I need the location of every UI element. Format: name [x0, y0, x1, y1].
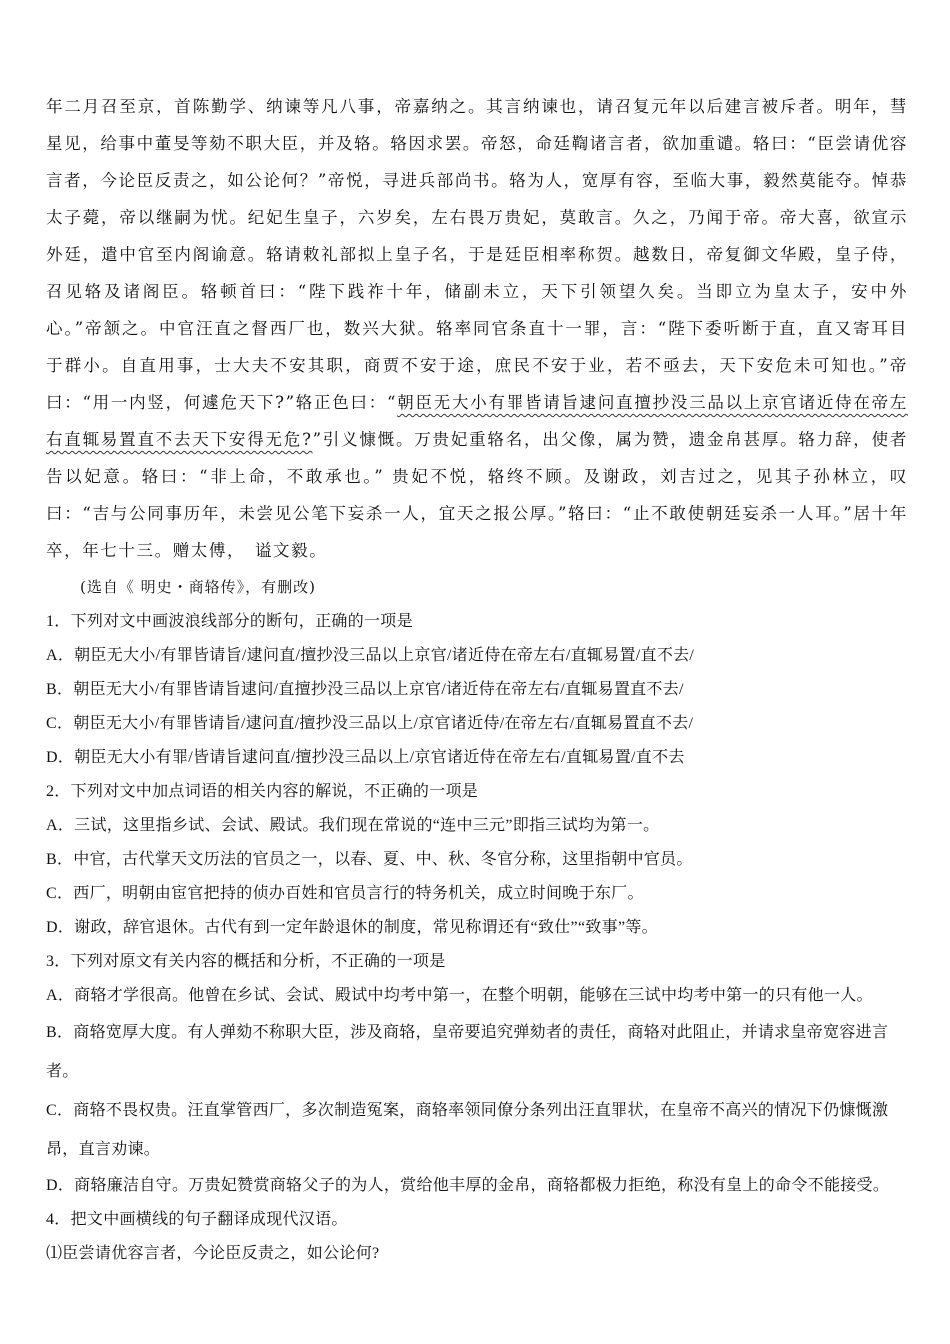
question-2-option-a: A．三试，这里指乡试、会试、殿试。我们现在常说的“连中三元”即指三试均为第一。 [46, 817, 660, 834]
question-2-option-c: C．西厂，明朝由宦官把持的侦办百姓和官员言行的特务机关，成立时间晚于东厂。 [46, 885, 644, 902]
wavy-underlined-sentence: 朝臣无大小有罪皆请旨逮问直擅抄没三品以上京官诸近侍在帝左右直辄易置直不去天下安得无危? [46, 393, 908, 449]
question-2-option-d: D．谢政，辞官退休。古代有到一定年龄退休的制度，常见称谓还有“致仕”“致事”等。 [46, 919, 658, 936]
passage-source: (选自《 明史・商辂传》，有删改) [80, 578, 316, 596]
question-3-option-b: B．商辂宽厚大度。有人弹劾不称职大臣，涉及商辂，皇帝要追究弹劾者的责任，商辂对此阻止，并请求皇帝宽容进言者。 [46, 1024, 889, 1080]
question-1-option-b: B．朝臣无大小/有罪皆请旨逮问/直擅抄没三品以上京官/诸近侍在帝左右/直辄易置直不去/ [46, 681, 684, 698]
reading-passage [46, 88, 908, 569]
question-1-stem: 1．下列对文中画波浪线部分的断句，正确的一项是 [46, 613, 413, 630]
question-2-stem: 2．下列对文中加点词语的相关内容的解说，不正确的一项是 [46, 783, 479, 800]
passage-part-1: 年二月召至京，首陈勤学、纳谏等凡八事，帝嘉纳之。其言纳谏也，请召复元年以后建言被斥者。明年，彗星见，给事中董旻等劾不职大臣，并及辂。辂因求罢。帝怒，命廷鞫诸言者，欲加重谴。辂曰：“臣尝请优容言者，今论臣反责之，如公论何？”帝悦，寻进兵部尚书。辂为人，宽厚有容，至临大事，毅然莫能夺。悼恭太子薨，帝以继嗣为忧。纪妃生皇子，六岁矣，左右畏万贵妃，莫敢言。久之，乃闻于帝。帝大喜，欲宣示外廷，遣中官至内阁谕意。辂请敕礼部拟上皇子名，于是廷臣相率称贺。越数日，帝复御文华殿，皇子侍，召见辂及诸阁臣。辂顿首曰：“陛下践祚十年，储副未立，天下引领望久矣。当即立为皇太子，安中外心。”帝颔之。中官汪直之督西厂也，数兴大狱。辂率同官条直十一罪，言：“陛下委听断于直，直又寄耳目于群小。自直用事，士大夫不安其职，商贾不安于途，庶民不安于业，若不亟去，天下安危未可知也。”帝曰：“用一内竖，何遽危天下?”辂正色曰：“ [46, 97, 908, 412]
question-1-option-c: C．朝臣无大小/有罪皆请旨/逮问直/擅抄没三品以上/京官诸近侍/在帝左右/直辄易置直不去/ [46, 715, 694, 732]
question-2-option-b: B．中官，古代掌天文历法的官员之一，以春、夏、中、秋、冬官分称，这里指朝中官员。 [46, 851, 693, 868]
passage-part-2: ”引义慷慨。万贵妃重辂名，出父像，属为赞，遗金帛甚厚。辂力辞，使者告以妃意。辂曰：“非上命，不敢承也。” 贵妃不悦，辂终不顾。及谢政，刘吉过之，见其子孙林立，叹曰：“吉与公同事历年，未尝见公笔下妄杀一人，宜天之报公厚。”辂曰：“止不敢使朝廷妄杀一人耳。”居十年卒，年七十三。赠太傅， 谥文毅。 [46, 430, 908, 560]
question-1-option-a: A．朝臣无大小/有罪皆请旨/逮问直/擅抄没三品以上京官/诸近侍在帝左右/直辄易置/直不去/ [46, 647, 695, 664]
question-1-option-d: D．朝臣无大小有罪/皆请旨逮问直/擅抄没三品以上/京官诸近侍在帝左右/直辄易置/直不去 [46, 749, 685, 766]
question-3-option-a: A．商辂才学很高。他曾在乡试、会试、殿试中均考中第一，在整个明朝，能够在三试中均考中第一的只有他一人。 [46, 987, 873, 1004]
question-3-stem: 3．下列对原文有关内容的概括和分析，不正确的一项是 [46, 953, 446, 970]
question-3-option-c: C．商辂不畏权贵。汪直掌管西厂，多次制造冤案，商辂率领同僚分条列出汪直罪状，在皇帝不高兴的情况下仍慷慨激昂，直言劝谏。 [46, 1102, 889, 1158]
question-3-option-d: D．商辂廉洁自守。万贵妃赞赏商辂父子的为人，赏给他丰厚的金帛，商辂都极力拒绝，称没有皇上的命令不能接受。 [46, 1177, 890, 1194]
question-4-sentence-1: ⑴臣尝请优容言者，今论臣反责之，如公论何? [46, 1245, 380, 1262]
exam-page [46, 88, 908, 1271]
question-4-stem: 4．把文中画横线的句子翻译成现代汉语。 [46, 1211, 348, 1228]
